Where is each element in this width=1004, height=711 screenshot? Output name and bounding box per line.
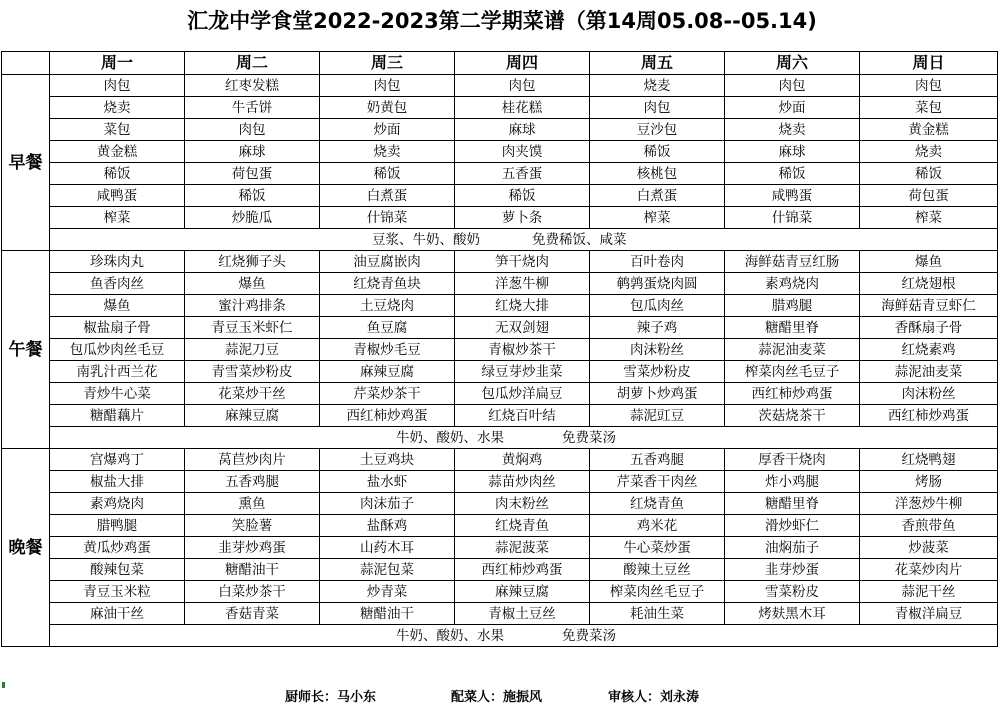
dish-cell: 耗油生菜 <box>590 603 725 625</box>
footer <box>0 686 1004 708</box>
dish-cell: 红枣发糕 <box>185 75 320 97</box>
dish-cell: 稀饭 <box>725 163 860 185</box>
dish-cell: 滑炒虾仁 <box>725 515 860 537</box>
dish-cell: 蒜泥菠菜 <box>455 537 590 559</box>
dish-cell: 红烧百叶结 <box>455 405 590 427</box>
dish-cell: 韭芽炒蛋 <box>725 559 860 581</box>
chef-signature: 厨师长：马小东 <box>285 690 377 705</box>
dish-cell: 鹌鹑蛋烧肉圆 <box>590 273 725 295</box>
lunch-extras: 牛奶、酸奶、水果 <box>396 429 504 446</box>
day-header: 周五 <box>590 52 725 75</box>
dish-cell: 辣子鸡 <box>590 317 725 339</box>
dish-cell: 什锦菜 <box>725 207 860 229</box>
dish-cell: 洋葱牛柳 <box>455 273 590 295</box>
dish-cell: 蒜泥油麦菜 <box>860 361 998 383</box>
dish-cell: 麻辣豆腐 <box>455 581 590 603</box>
dish-cell: 蒜泥包菜 <box>320 559 455 581</box>
dish-cell: 炸小鸡腿 <box>725 471 860 493</box>
dish-cell: 咸鸭蛋 <box>50 185 185 207</box>
lunch-label: 午餐 <box>2 251 50 449</box>
dish-cell: 酸辣土豆丝 <box>590 559 725 581</box>
dish-cell: 稀饭 <box>50 163 185 185</box>
dish-cell: 榨菜 <box>50 207 185 229</box>
dish-cell: 糖醋里脊 <box>725 493 860 515</box>
dish-cell: 芹菜炒茶干 <box>320 383 455 405</box>
dish-cell: 肉包 <box>860 75 998 97</box>
dish-cell: 雪菜炒粉皮 <box>590 361 725 383</box>
menu-body <box>2 52 998 647</box>
dish-cell: 香菇青菜 <box>185 603 320 625</box>
dish-cell: 香酥扇子骨 <box>860 317 998 339</box>
day-header: 周三 <box>320 52 455 75</box>
dish-cell: 青豆玉米粒 <box>50 581 185 603</box>
dish-cell: 青椒洋扁豆 <box>860 603 998 625</box>
dish-cell: 花菜炒干丝 <box>185 383 320 405</box>
dish-cell: 蜜汁鸡排条 <box>185 295 320 317</box>
dish-cell: 肉沫粉丝 <box>590 339 725 361</box>
dish-cell: 糖醋油干 <box>320 603 455 625</box>
breakfast-label: 早餐 <box>2 75 50 251</box>
lunch-note <box>50 427 998 449</box>
dish-cell: 土豆鸡块 <box>320 449 455 471</box>
dish-cell: 油焖茄子 <box>725 537 860 559</box>
dish-cell: 荷包蛋 <box>860 185 998 207</box>
dish-cell: 红烧翅根 <box>860 273 998 295</box>
dish-cell: 鸡米花 <box>590 515 725 537</box>
dish-cell: 黄金糕 <box>860 119 998 141</box>
dish-cell: 胡萝卜炒鸡蛋 <box>590 383 725 405</box>
dish-cell: 炒菠菜 <box>860 537 998 559</box>
dish-cell: 榨菜 <box>860 207 998 229</box>
dish-cell: 桂花糕 <box>455 97 590 119</box>
dish-cell: 素鸡烧肉 <box>725 273 860 295</box>
dish-cell: 白菜炒茶干 <box>185 581 320 603</box>
dish-cell: 黄金糕 <box>50 141 185 163</box>
dish-cell: 烧卖 <box>320 141 455 163</box>
dish-cell: 炒青菜 <box>320 581 455 603</box>
breakfast-row <box>2 97 998 119</box>
breakfast-row <box>2 163 998 185</box>
dish-cell: 稀饭 <box>860 163 998 185</box>
dish-cell: 盐水虾 <box>320 471 455 493</box>
dish-cell: 烧卖 <box>50 97 185 119</box>
dish-cell: 酸辣包菜 <box>50 559 185 581</box>
lunch-row <box>2 273 998 295</box>
dish-cell: 五香鸡腿 <box>185 471 320 493</box>
lunch-row <box>2 251 998 273</box>
corner-mark <box>2 682 5 688</box>
dish-cell: 麻球 <box>185 141 320 163</box>
dish-cell: 腊鸡腿 <box>725 295 860 317</box>
dish-cell: 包瓜肉丝 <box>590 295 725 317</box>
dish-cell: 包瓜炒洋扁豆 <box>455 383 590 405</box>
lunch-row <box>2 317 998 339</box>
day-header: 周日 <box>860 52 998 75</box>
dish-cell: 红烧青鱼块 <box>320 273 455 295</box>
dish-cell: 椒盐大排 <box>50 471 185 493</box>
dish-cell: 包瓜炒肉丝毛豆 <box>50 339 185 361</box>
dish-cell: 肉末粉丝 <box>455 493 590 515</box>
dish-cell: 肉夹馍 <box>455 141 590 163</box>
dish-cell: 肉包 <box>320 75 455 97</box>
dish-cell: 牛舌饼 <box>185 97 320 119</box>
dish-cell: 蒜泥干丝 <box>860 581 998 603</box>
lunch-free-items: 免费菜汤 <box>562 429 616 446</box>
dish-cell: 烧麦 <box>590 75 725 97</box>
dish-cell: 红烧鸭翅 <box>860 449 998 471</box>
dish-cell: 糖醋藕片 <box>50 405 185 427</box>
dish-cell: 烤麸黑木耳 <box>725 603 860 625</box>
dinner-label: 晚餐 <box>2 449 50 647</box>
dish-cell: 烧卖 <box>860 141 998 163</box>
dish-cell: 糖醋油干 <box>185 559 320 581</box>
dish-cell: 爆鱼 <box>185 273 320 295</box>
dish-cell: 炒面 <box>320 119 455 141</box>
dish-cell: 五香蛋 <box>455 163 590 185</box>
dish-cell: 麻油干丝 <box>50 603 185 625</box>
lunch-row <box>2 339 998 361</box>
dish-cell: 鱼香肉丝 <box>50 273 185 295</box>
dish-cell: 海鲜菇青豆红肠 <box>725 251 860 273</box>
dish-cell: 红烧素鸡 <box>860 339 998 361</box>
dish-cell: 珍珠肉丸 <box>50 251 185 273</box>
dish-cell: 海鲜菇青豆虾仁 <box>860 295 998 317</box>
dinner-free-items: 免费菜汤 <box>562 627 616 644</box>
dish-cell: 香煎带鱼 <box>860 515 998 537</box>
dish-cell: 西红柿炒鸡蛋 <box>455 559 590 581</box>
dish-cell: 芹菜香干肉丝 <box>590 471 725 493</box>
dish-cell: 稀饭 <box>455 185 590 207</box>
reviewer-signature: 审核人：刘永涛 <box>608 690 700 705</box>
dish-cell: 西红柿炒鸡蛋 <box>725 383 860 405</box>
dish-cell: 奶黄包 <box>320 97 455 119</box>
dish-cell: 红烧大排 <box>455 295 590 317</box>
dish-cell: 榨菜肉丝毛豆子 <box>725 361 860 383</box>
dish-cell: 宫爆鸡丁 <box>50 449 185 471</box>
corner-cell <box>2 52 50 75</box>
dish-cell: 爆鱼 <box>860 251 998 273</box>
dish-cell: 蒜泥油麦菜 <box>725 339 860 361</box>
dinner-row <box>2 515 998 537</box>
dish-cell: 肉包 <box>50 75 185 97</box>
breakfast-row <box>2 207 998 229</box>
dinner-note <box>50 625 998 647</box>
planner-signature: 配菜人：施振风 <box>451 690 543 705</box>
dish-cell: 牛心菜炒蛋 <box>590 537 725 559</box>
day-header: 周一 <box>50 52 185 75</box>
header-row <box>2 52 998 75</box>
dish-cell: 椒盐扇子骨 <box>50 317 185 339</box>
breakfast-row <box>2 75 998 97</box>
dish-cell: 白煮蛋 <box>320 185 455 207</box>
breakfast-row <box>2 185 998 207</box>
dish-cell: 萝卜条 <box>455 207 590 229</box>
dish-cell: 肉包 <box>455 75 590 97</box>
dish-cell: 蒜苗炒肉丝 <box>455 471 590 493</box>
dish-cell: 什锦菜 <box>320 207 455 229</box>
dinner-extras: 牛奶、酸奶、水果 <box>396 627 504 644</box>
dish-cell: 青雪菜炒粉皮 <box>185 361 320 383</box>
dish-cell: 肉包 <box>185 119 320 141</box>
dish-cell: 腊鸭腿 <box>50 515 185 537</box>
breakfast-note-row <box>2 229 998 251</box>
dish-cell: 山药木耳 <box>320 537 455 559</box>
dish-cell: 绿豆芽炒韭菜 <box>455 361 590 383</box>
dish-cell: 西红柿炒鸡蛋 <box>860 405 998 427</box>
dish-cell: 熏鱼 <box>185 493 320 515</box>
dish-cell: 蒜泥刀豆 <box>185 339 320 361</box>
dish-cell: 厚香干烧肉 <box>725 449 860 471</box>
dish-cell: 肉包 <box>725 75 860 97</box>
dish-cell: 青椒土豆丝 <box>455 603 590 625</box>
lunch-row <box>2 383 998 405</box>
dish-cell: 肉包 <box>590 97 725 119</box>
dish-cell: 咸鸭蛋 <box>725 185 860 207</box>
dish-cell: 青椒炒茶干 <box>455 339 590 361</box>
dish-cell: 肉沫茄子 <box>320 493 455 515</box>
dish-cell: 茨菇烧茶干 <box>725 405 860 427</box>
dish-cell: 百叶卷肉 <box>590 251 725 273</box>
dish-cell: 油豆腐嵌肉 <box>320 251 455 273</box>
dish-cell: 红烧狮子头 <box>185 251 320 273</box>
dish-cell: 青椒炒毛豆 <box>320 339 455 361</box>
dish-cell: 麻辣豆腐 <box>185 405 320 427</box>
dish-cell: 白煮蛋 <box>590 185 725 207</box>
dish-cell: 烤肠 <box>860 471 998 493</box>
dish-cell: 笋干烧肉 <box>455 251 590 273</box>
dinner-row <box>2 603 998 625</box>
dish-cell: 肉沫粉丝 <box>860 383 998 405</box>
dish-cell: 蒜泥豇豆 <box>590 405 725 427</box>
dish-cell: 核桃包 <box>590 163 725 185</box>
dish-cell: 花菜炒肉片 <box>860 559 998 581</box>
dish-cell: 菜包 <box>860 97 998 119</box>
lunch-note-row <box>2 427 998 449</box>
lunch-row <box>2 295 998 317</box>
dinner-row <box>2 449 998 471</box>
breakfast-row <box>2 141 998 163</box>
dish-cell: 洋葱炒牛柳 <box>860 493 998 515</box>
dish-cell: 烧卖 <box>725 119 860 141</box>
lunch-row <box>2 405 998 427</box>
dish-cell: 菜包 <box>50 119 185 141</box>
dish-cell: 莴苣炒肉片 <box>185 449 320 471</box>
dish-cell: 稀饭 <box>185 185 320 207</box>
dish-cell: 炒脆瓜 <box>185 207 320 229</box>
day-header: 周六 <box>725 52 860 75</box>
dish-cell: 爆鱼 <box>50 295 185 317</box>
dinner-row <box>2 471 998 493</box>
dish-cell: 麻球 <box>725 141 860 163</box>
dish-cell: 南乳汁西兰花 <box>50 361 185 383</box>
dish-cell: 黄焖鸡 <box>455 449 590 471</box>
dish-cell: 西红柿炒鸡蛋 <box>320 405 455 427</box>
dinner-row <box>2 581 998 603</box>
dish-cell: 无双剑翅 <box>455 317 590 339</box>
dinner-note-row <box>2 625 998 647</box>
dish-cell: 鱼豆腐 <box>320 317 455 339</box>
dish-cell: 五香鸡腿 <box>590 449 725 471</box>
dish-cell: 红烧青鱼 <box>455 515 590 537</box>
dish-cell: 素鸡烧肉 <box>50 493 185 515</box>
dish-cell: 炒面 <box>725 97 860 119</box>
dish-cell: 青豆玉米虾仁 <box>185 317 320 339</box>
breakfast-extras: 豆浆、牛奶、酸奶 <box>372 231 480 248</box>
dish-cell: 稀饭 <box>320 163 455 185</box>
dinner-row <box>2 559 998 581</box>
dish-cell: 荷包蛋 <box>185 163 320 185</box>
dish-cell: 青炒牛心菜 <box>50 383 185 405</box>
dinner-row <box>2 493 998 515</box>
dish-cell: 豆沙包 <box>590 119 725 141</box>
breakfast-row <box>2 119 998 141</box>
breakfast-note <box>50 229 998 251</box>
dish-cell: 稀饭 <box>590 141 725 163</box>
menu-table <box>1 51 998 647</box>
breakfast-free-items: 免费稀饭、咸菜 <box>532 231 627 248</box>
dish-cell: 麻球 <box>455 119 590 141</box>
dish-cell: 韭芽炒鸡蛋 <box>185 537 320 559</box>
dish-cell: 榨菜 <box>590 207 725 229</box>
dish-cell: 土豆烧肉 <box>320 295 455 317</box>
dish-cell: 糖醋里脊 <box>725 317 860 339</box>
dish-cell: 黄瓜炒鸡蛋 <box>50 537 185 559</box>
dish-cell: 盐酥鸡 <box>320 515 455 537</box>
dish-cell: 雪菜粉皮 <box>725 581 860 603</box>
page-title: 汇龙中学食堂2022-2023第二学期菜谱（第14周05.08--05.14) <box>187 9 817 33</box>
dinner-row <box>2 537 998 559</box>
dish-cell: 榨菜肉丝毛豆子 <box>590 581 725 603</box>
dish-cell: 笑脸薯 <box>185 515 320 537</box>
day-header: 周四 <box>455 52 590 75</box>
day-header: 周二 <box>185 52 320 75</box>
dish-cell: 麻辣豆腐 <box>320 361 455 383</box>
dish-cell: 红烧青鱼 <box>590 493 725 515</box>
lunch-row <box>2 361 998 383</box>
